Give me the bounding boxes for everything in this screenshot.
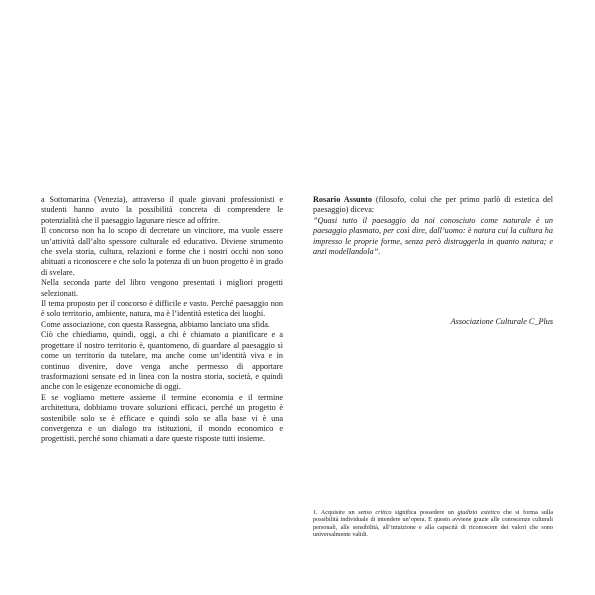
- author-description: (filosofo, colui che per primo parlò di estetica del paesaggio) diceva:: [313, 195, 553, 215]
- body-paragraph: E se vogliamo mettere assieme il termine economia e il termine architettura, dobbiamo trovare soluzioni efficaci, perché un progetto è sostenibile solo se è efficace e quindi solo se alla base vi è una convergenza e un dialogo tra istituzioni, il mondo economico e progettisti, perché sono chiamati a dare queste risposte tutti insieme.: [41, 392, 283, 444]
- body-paragraph: Nella seconda parte del libro vengono presentati i migliori progetti selezionati.: [41, 278, 283, 298]
- footnote-term: senso critico: [358, 509, 392, 516]
- footnote-text: Acquisire un: [317, 509, 359, 516]
- footnote-term: giudizio estetico: [457, 509, 500, 516]
- signature: Associazione Culturale C_Plus: [450, 317, 553, 326]
- author-name: Rosario Assunto: [313, 195, 372, 204]
- right-text-column: [313, 195, 553, 257]
- body-paragraph: Come associazione, con questa Rassegna, abbiamo lanciato una sfida.: [41, 319, 270, 329]
- body-paragraph: Ciò che chiediamo, quindi, oggi, a chi è chiamato a pianificare e a progettare il nostro territorio è, quantomeno, di guardare al paesaggio sì come un territorio da tutelare, ma anche come un’identità viva e in continuo divenire, dove venga anche permesso di apportare trasformazioni sensate ed in linea con la nostra storia, società, e quindi anche con le esigenze economiche di oggi.: [41, 330, 283, 392]
- footnote-text: significa possedere un: [391, 509, 458, 516]
- body-paragraph: Il tema proposto per il concorso è difficile e vasto. Perché paesaggio non è solo territorio, ambiente, natura, ma è l’identità estetica dei luoghi.: [41, 299, 283, 319]
- body-paragraph: a Sottomarina (Venezia), attraverso il quale giovani professionisti e studenti hanno avuto la possibilità concreta di comprendere le potenzialità che il paesaggio lagunare riesce ad offrire.: [41, 195, 283, 225]
- footnote-text: che si forma sulla possibilità individuale di intendere un’opera. E questo avviene grazie alle conoscenze culturali personali, alle sensibilità, all’intuizione e alla capacità di riconoscere dei valori che sono universalmente validi.: [313, 509, 554, 538]
- footnote-number: 1.: [313, 509, 318, 516]
- left-text-column: [41, 195, 283, 445]
- quotation: ”Quasi tutto il paesaggio da noi conosciuto come naturale è un paesaggio plasmato, per così dire, dall’uomo: è natura cui la cultura ha impresso le proprie forme, senza però distruggerla in quanto natura; e anzi modellandola”.: [313, 215, 553, 257]
- body-paragraph: Il concorso non ha lo scopo di decretare un vincitore, ma vuole essere un’attività dall’alto spessore culturale ed educativo. Diviene strumento che svela storia, cultura, relazioni e forme che i nostri occhi non sono abituati a riconoscere e che solo la potenza di un buon progetto è in grado di svelare.: [41, 226, 283, 277]
- footnote: [313, 509, 553, 538]
- quote-introduction: [313, 195, 553, 216]
